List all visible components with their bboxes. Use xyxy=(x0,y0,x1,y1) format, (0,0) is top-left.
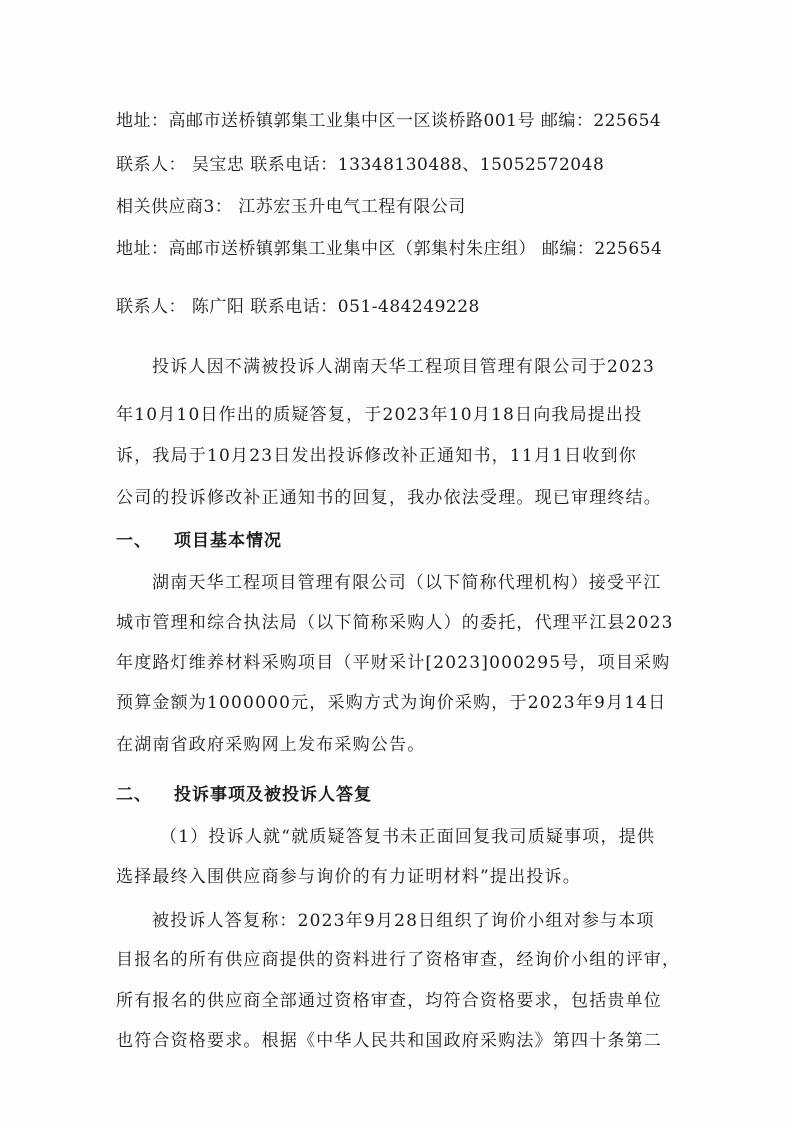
supplier2-contact: 联系人： 吴宝忠 联系电话：13348130488、15052572048 xyxy=(116,155,605,175)
supplier3-name: 相关供应商3： 江苏宏玉升电气工程有限公司 xyxy=(116,197,466,217)
supplier2-address: 地址：高邮市送桥镇郭集工业集中区一区谈桥路001号 邮编：225654 xyxy=(116,111,662,131)
intro-line-1: 投诉人因不满被投诉人湖南天华工程项目管理有限公司于2023 xyxy=(152,357,656,377)
section2-heading xyxy=(116,780,372,805)
section1-line-3: 年度路灯维养材料采购项目（平财采计[2023]000295号，项目采购 xyxy=(116,653,671,673)
section1-line-2: 城市管理和综合执法局（以下简称采购人）的委托，代理平江县2023 xyxy=(116,613,674,633)
section1-line-1: 湖南天华工程项目管理有限公司（以下简称代理机构）接受平江 xyxy=(152,573,662,593)
section1-line-4: 预算金额为1000000元，采购方式为询价采购，于2023年9月14日 xyxy=(116,693,667,713)
complaint-line-1: （1）投诉人就“就质疑答复书未正面回复我司质疑事项，提供 xyxy=(160,827,656,847)
intro-line-2: 年10月10日作出的质疑答复，于2023年10月18日向我局提出投 xyxy=(116,405,643,425)
section1-number: 一、 xyxy=(116,531,152,551)
intro-line-3: 诉，我局于10月23日发出投诉修改补正通知书，11月1日收到你 xyxy=(116,446,637,466)
section2-title: 投诉事项及被投诉人答复 xyxy=(174,785,372,805)
reply-line-2: 目报名的所有供应商提供的资料进行了资格审查，经询价小组的评审， xyxy=(116,950,681,970)
reply-line-4: 也符合资格要求。根据《中华人民共和国政府采购法》第四十条第二 xyxy=(116,1031,662,1051)
reply-line-1: 被投诉人答复称：2023年9月28日组织了询价小组对参与本项 xyxy=(152,911,655,931)
section1-heading xyxy=(116,526,282,551)
section2-number: 二、 xyxy=(116,785,152,805)
section1-title: 项目基本情况 xyxy=(174,531,282,551)
complaint-line-2: 选择最终入围供应商参与询价的有力证明材料”提出投诉。 xyxy=(116,867,581,887)
section1-line-5: 在湖南省政府采购网上发布采购公告。 xyxy=(116,735,426,755)
intro-line-4: 公司的投诉修改补正通知书的回复，我办依法受理。现已审理终结。 xyxy=(116,488,662,508)
reply-line-3: 所有报名的供应商全部通过资格审查，均符合资格要求，包括贵单位 xyxy=(116,991,662,1011)
supplier3-contact: 联系人： 陈广阳 联系电话：051-484249228 xyxy=(116,297,480,317)
supplier3-address: 地址：高邮市送桥镇郭集工业集中区（郭集村朱庄组） 邮编：225654 xyxy=(116,239,663,259)
